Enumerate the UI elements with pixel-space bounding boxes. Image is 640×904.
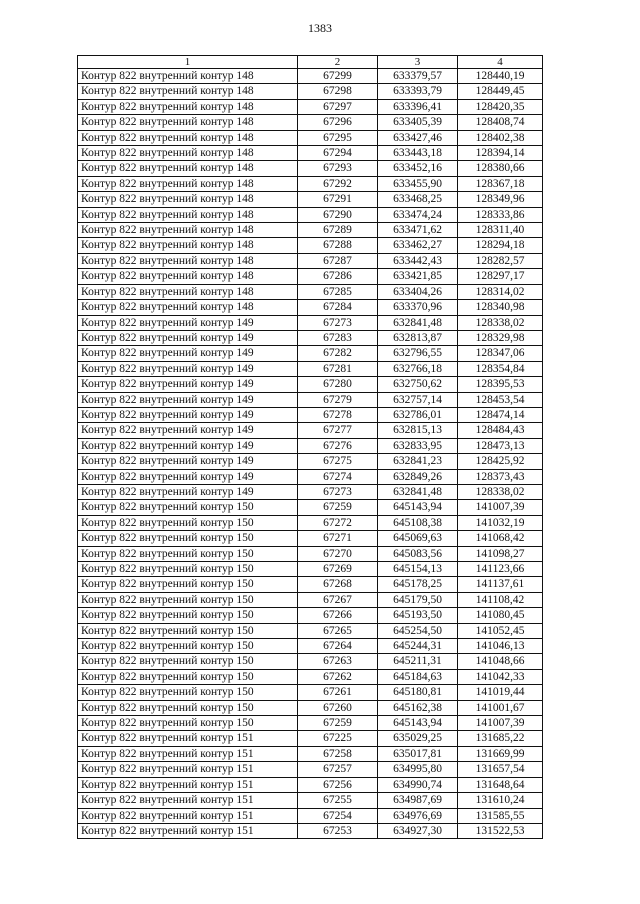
table-row xyxy=(78,407,543,422)
table-row xyxy=(78,746,543,761)
contour-name-cell: Контур 822 внутренний контур 150 xyxy=(78,623,298,638)
contour-name-cell: Контур 822 внутренний контур 150 xyxy=(78,500,298,515)
y-coordinate-cell: 128347,06 xyxy=(458,346,543,361)
x-coordinate-cell: 645162,38 xyxy=(378,700,458,715)
y-coordinate-cell: 128425,92 xyxy=(458,454,543,469)
x-coordinate-cell: 633455,90 xyxy=(378,176,458,191)
y-coordinate-cell: 141007,39 xyxy=(458,500,543,515)
x-coordinate-cell: 645193,50 xyxy=(378,608,458,623)
x-coordinate-cell: 633404,26 xyxy=(378,284,458,299)
point-number-cell: 67256 xyxy=(298,777,378,792)
point-number-cell: 67253 xyxy=(298,823,378,838)
x-coordinate-cell: 633471,62 xyxy=(378,223,458,238)
point-number-cell: 67261 xyxy=(298,685,378,700)
x-coordinate-cell: 633421,85 xyxy=(378,269,458,284)
contour-name-cell: Контур 822 внутренний контур 150 xyxy=(78,654,298,669)
x-coordinate-cell: 634927,30 xyxy=(378,823,458,838)
x-coordinate-cell: 632750,62 xyxy=(378,377,458,392)
contour-name-cell: Контур 822 внутренний контур 150 xyxy=(78,608,298,623)
point-number-cell: 67265 xyxy=(298,623,378,638)
y-coordinate-cell: 141108,42 xyxy=(458,592,543,607)
y-coordinate-cell: 131648,64 xyxy=(458,777,543,792)
column-header-3: 3 xyxy=(378,56,458,69)
x-coordinate-cell: 633468,25 xyxy=(378,192,458,207)
contour-name-cell: Контур 822 внутренний контур 150 xyxy=(78,577,298,592)
y-coordinate-cell: 141052,45 xyxy=(458,623,543,638)
table-row xyxy=(78,669,543,684)
y-coordinate-cell: 141048,66 xyxy=(458,654,543,669)
x-coordinate-cell: 645143,94 xyxy=(378,500,458,515)
x-coordinate-cell: 633462,27 xyxy=(378,238,458,253)
table-row xyxy=(78,423,543,438)
contour-name-cell: Контур 822 внутренний контур 148 xyxy=(78,176,298,191)
table-row xyxy=(78,99,543,114)
contour-name-cell: Контур 822 внутренний контур 151 xyxy=(78,731,298,746)
table-row xyxy=(78,762,543,777)
y-coordinate-cell: 141080,45 xyxy=(458,608,543,623)
table-row xyxy=(78,777,543,792)
contour-name-cell: Контур 822 внутренний контур 151 xyxy=(78,793,298,808)
x-coordinate-cell: 645108,38 xyxy=(378,515,458,530)
point-number-cell: 67270 xyxy=(298,546,378,561)
point-number-cell: 67272 xyxy=(298,515,378,530)
y-coordinate-cell: 128474,14 xyxy=(458,407,543,422)
y-coordinate-cell: 128394,14 xyxy=(458,146,543,161)
point-number-cell: 67257 xyxy=(298,762,378,777)
x-coordinate-cell: 645184,63 xyxy=(378,669,458,684)
y-coordinate-cell: 128373,43 xyxy=(458,469,543,484)
contour-name-cell: Контур 822 внутренний контур 149 xyxy=(78,454,298,469)
point-number-cell: 67259 xyxy=(298,716,378,731)
y-coordinate-cell: 128349,96 xyxy=(458,192,543,207)
y-coordinate-cell: 128338,02 xyxy=(458,315,543,330)
x-coordinate-cell: 633396,41 xyxy=(378,99,458,114)
contour-name-cell: Контур 822 внутренний контур 148 xyxy=(78,130,298,145)
table-header-row xyxy=(78,56,543,69)
table-row xyxy=(78,84,543,99)
x-coordinate-cell: 632796,55 xyxy=(378,346,458,361)
x-coordinate-cell: 633427,46 xyxy=(378,130,458,145)
contour-name-cell: Контур 822 внутренний контур 149 xyxy=(78,423,298,438)
contour-name-cell: Контур 822 внутренний контур 148 xyxy=(78,253,298,268)
point-number-cell: 67285 xyxy=(298,284,378,299)
y-coordinate-cell: 141046,13 xyxy=(458,639,543,654)
contour-name-cell: Контур 822 внутренний контур 151 xyxy=(78,808,298,823)
point-number-cell: 67271 xyxy=(298,531,378,546)
x-coordinate-cell: 645244,31 xyxy=(378,639,458,654)
table-row xyxy=(78,500,543,515)
contour-name-cell: Контур 822 внутренний контур 150 xyxy=(78,562,298,577)
x-coordinate-cell: 645143,94 xyxy=(378,716,458,731)
point-number-cell: 67266 xyxy=(298,608,378,623)
point-number-cell: 67268 xyxy=(298,577,378,592)
table-row xyxy=(78,284,543,299)
point-number-cell: 67295 xyxy=(298,130,378,145)
x-coordinate-cell: 633370,96 xyxy=(378,300,458,315)
point-number-cell: 67277 xyxy=(298,423,378,438)
x-coordinate-cell: 632757,14 xyxy=(378,392,458,407)
point-number-cell: 67259 xyxy=(298,500,378,515)
point-number-cell: 67276 xyxy=(298,438,378,453)
contour-name-cell: Контур 822 внутренний контур 149 xyxy=(78,407,298,422)
x-coordinate-cell: 632833,95 xyxy=(378,438,458,453)
point-number-cell: 67254 xyxy=(298,808,378,823)
y-coordinate-cell: 128395,53 xyxy=(458,377,543,392)
contour-name-cell: Контур 822 внутренний контур 148 xyxy=(78,115,298,130)
y-coordinate-cell: 128484,43 xyxy=(458,423,543,438)
contour-name-cell: Контур 822 внутренний контур 148 xyxy=(78,192,298,207)
y-coordinate-cell: 128402,38 xyxy=(458,130,543,145)
table-row xyxy=(78,562,543,577)
table-row xyxy=(78,392,543,407)
point-number-cell: 67279 xyxy=(298,392,378,407)
x-coordinate-cell: 633405,39 xyxy=(378,115,458,130)
y-coordinate-cell: 141032,19 xyxy=(458,515,543,530)
contour-name-cell: Контур 822 внутренний контур 149 xyxy=(78,361,298,376)
y-coordinate-cell: 131610,24 xyxy=(458,793,543,808)
contour-name-cell: Контур 822 внутренний контур 148 xyxy=(78,146,298,161)
y-coordinate-cell: 141019,44 xyxy=(458,685,543,700)
table-body xyxy=(78,69,543,839)
point-number-cell: 67225 xyxy=(298,731,378,746)
contour-name-cell: Контур 822 внутренний контур 149 xyxy=(78,484,298,499)
contour-name-cell: Контур 822 внутренний контур 150 xyxy=(78,639,298,654)
table-row xyxy=(78,654,543,669)
y-coordinate-cell: 128329,98 xyxy=(458,330,543,345)
point-number-cell: 67294 xyxy=(298,146,378,161)
table-row xyxy=(78,361,543,376)
x-coordinate-cell: 632813,87 xyxy=(378,330,458,345)
x-coordinate-cell: 632766,18 xyxy=(378,361,458,376)
y-coordinate-cell: 131657,54 xyxy=(458,762,543,777)
point-number-cell: 67263 xyxy=(298,654,378,669)
y-coordinate-cell: 128333,86 xyxy=(458,207,543,222)
contour-name-cell: Контур 822 внутренний контур 151 xyxy=(78,823,298,838)
point-number-cell: 67292 xyxy=(298,176,378,191)
y-coordinate-cell: 128297,17 xyxy=(458,269,543,284)
y-coordinate-cell: 131685,22 xyxy=(458,731,543,746)
y-coordinate-cell: 128408,74 xyxy=(458,115,543,130)
contour-name-cell: Контур 822 внутренний контур 148 xyxy=(78,238,298,253)
point-number-cell: 67298 xyxy=(298,84,378,99)
table-row xyxy=(78,146,543,161)
contour-name-cell: Контур 822 внутренний контур 148 xyxy=(78,284,298,299)
y-coordinate-cell: 128338,02 xyxy=(458,484,543,499)
contour-name-cell: Контур 822 внутренний контур 150 xyxy=(78,515,298,530)
x-coordinate-cell: 645154,13 xyxy=(378,562,458,577)
contour-name-cell: Контур 822 внутренний контур 150 xyxy=(78,669,298,684)
table-row xyxy=(78,515,543,530)
y-coordinate-cell: 128311,40 xyxy=(458,223,543,238)
contour-name-cell: Контур 822 внутренний контур 150 xyxy=(78,685,298,700)
point-number-cell: 67267 xyxy=(298,592,378,607)
table-row xyxy=(78,115,543,130)
contour-name-cell: Контур 822 внутренний контур 151 xyxy=(78,762,298,777)
y-coordinate-cell: 141007,39 xyxy=(458,716,543,731)
contour-name-cell: Контур 822 внутренний контур 150 xyxy=(78,716,298,731)
point-number-cell: 67274 xyxy=(298,469,378,484)
contour-name-cell: Контур 822 внутренний контур 148 xyxy=(78,223,298,238)
contour-name-cell: Контур 822 внутренний контур 151 xyxy=(78,746,298,761)
table-row xyxy=(78,176,543,191)
column-header-4: 4 xyxy=(458,56,543,69)
contour-name-cell: Контур 822 внутренний контур 148 xyxy=(78,99,298,114)
table-row xyxy=(78,438,543,453)
contour-name-cell: Контур 822 внутренний контур 150 xyxy=(78,592,298,607)
y-coordinate-cell: 128380,66 xyxy=(458,161,543,176)
table-row xyxy=(78,69,543,84)
table-row xyxy=(78,269,543,284)
point-number-cell: 67286 xyxy=(298,269,378,284)
y-coordinate-cell: 128340,98 xyxy=(458,300,543,315)
y-coordinate-cell: 141068,42 xyxy=(458,531,543,546)
y-coordinate-cell: 128449,45 xyxy=(458,84,543,99)
table-row xyxy=(78,469,543,484)
table-row xyxy=(78,315,543,330)
y-coordinate-cell: 128367,18 xyxy=(458,176,543,191)
table-row xyxy=(78,608,543,623)
contour-name-cell: Контур 822 внутренний контур 149 xyxy=(78,315,298,330)
x-coordinate-cell: 632841,48 xyxy=(378,315,458,330)
contour-name-cell: Контур 822 внутренний контур 148 xyxy=(78,69,298,84)
y-coordinate-cell: 128314,02 xyxy=(458,284,543,299)
point-number-cell: 67262 xyxy=(298,669,378,684)
y-coordinate-cell: 131669,99 xyxy=(458,746,543,761)
x-coordinate-cell: 632849,26 xyxy=(378,469,458,484)
point-number-cell: 67281 xyxy=(298,361,378,376)
contour-name-cell: Контур 822 внутренний контур 150 xyxy=(78,531,298,546)
contour-name-cell: Контур 822 внутренний контур 148 xyxy=(78,300,298,315)
x-coordinate-cell: 635029,25 xyxy=(378,731,458,746)
page-number: 1383 xyxy=(308,21,332,35)
point-number-cell: 67273 xyxy=(298,315,378,330)
table-row xyxy=(78,192,543,207)
point-number-cell: 67289 xyxy=(298,223,378,238)
point-number-cell: 67293 xyxy=(298,161,378,176)
table-row xyxy=(78,223,543,238)
contour-name-cell: Контур 822 внутренний контур 148 xyxy=(78,269,298,284)
x-coordinate-cell: 634987,69 xyxy=(378,793,458,808)
point-number-cell: 67255 xyxy=(298,793,378,808)
contour-name-cell: Контур 822 внутренний контур 148 xyxy=(78,161,298,176)
table-row xyxy=(78,484,543,499)
y-coordinate-cell: 128473,13 xyxy=(458,438,543,453)
point-number-cell: 67282 xyxy=(298,346,378,361)
point-number-cell: 67258 xyxy=(298,746,378,761)
x-coordinate-cell: 633474,24 xyxy=(378,207,458,222)
point-number-cell: 67275 xyxy=(298,454,378,469)
x-coordinate-cell: 634990,74 xyxy=(378,777,458,792)
y-coordinate-cell: 128420,35 xyxy=(458,99,543,114)
point-number-cell: 67280 xyxy=(298,377,378,392)
point-number-cell: 67291 xyxy=(298,192,378,207)
x-coordinate-cell: 633442,43 xyxy=(378,253,458,268)
table-row xyxy=(78,716,543,731)
point-number-cell: 67278 xyxy=(298,407,378,422)
contour-name-cell: Контур 822 внутренний контур 151 xyxy=(78,777,298,792)
table-row xyxy=(78,639,543,654)
contour-name-cell: Контур 822 внутренний контур 149 xyxy=(78,469,298,484)
table-row xyxy=(78,300,543,315)
x-coordinate-cell: 633452,16 xyxy=(378,161,458,176)
x-coordinate-cell: 645069,63 xyxy=(378,531,458,546)
y-coordinate-cell: 141042,33 xyxy=(458,669,543,684)
contour-name-cell: Контур 822 внутренний контур 150 xyxy=(78,546,298,561)
table-row xyxy=(78,700,543,715)
x-coordinate-cell: 645211,31 xyxy=(378,654,458,669)
column-header-2: 2 xyxy=(298,56,378,69)
y-coordinate-cell: 131522,53 xyxy=(458,823,543,838)
y-coordinate-cell: 131585,55 xyxy=(458,808,543,823)
contour-name-cell: Контур 822 внутренний контур 150 xyxy=(78,700,298,715)
contour-name-cell: Контур 822 внутренний контур 149 xyxy=(78,438,298,453)
table-row xyxy=(78,377,543,392)
table-row xyxy=(78,253,543,268)
point-number-cell: 67284 xyxy=(298,300,378,315)
y-coordinate-cell: 128440,19 xyxy=(458,69,543,84)
contour-name-cell: Контур 822 внутренний контур 149 xyxy=(78,392,298,407)
contour-name-cell: Контур 822 внутренний контур 148 xyxy=(78,207,298,222)
column-header-1: 1 xyxy=(78,56,298,69)
x-coordinate-cell: 645254,50 xyxy=(378,623,458,638)
x-coordinate-cell: 633393,79 xyxy=(378,84,458,99)
point-number-cell: 67296 xyxy=(298,115,378,130)
x-coordinate-cell: 632841,23 xyxy=(378,454,458,469)
table-row xyxy=(78,823,543,838)
table-row xyxy=(78,454,543,469)
table-row xyxy=(78,685,543,700)
point-number-cell: 67273 xyxy=(298,484,378,499)
y-coordinate-cell: 128282,57 xyxy=(458,253,543,268)
table-row xyxy=(78,330,543,345)
point-number-cell: 67264 xyxy=(298,639,378,654)
table-row xyxy=(78,793,543,808)
table-row xyxy=(78,577,543,592)
y-coordinate-cell: 141123,66 xyxy=(458,562,543,577)
table-row xyxy=(78,161,543,176)
x-coordinate-cell: 645179,50 xyxy=(378,592,458,607)
table-row xyxy=(78,623,543,638)
x-coordinate-cell: 632815,13 xyxy=(378,423,458,438)
table-row xyxy=(78,346,543,361)
point-number-cell: 67269 xyxy=(298,562,378,577)
y-coordinate-cell: 128354,84 xyxy=(458,361,543,376)
table-row xyxy=(78,531,543,546)
point-number-cell: 67288 xyxy=(298,238,378,253)
x-coordinate-cell: 632786,01 xyxy=(378,407,458,422)
contour-name-cell: Контур 822 внутренний контур 149 xyxy=(78,377,298,392)
point-number-cell: 67287 xyxy=(298,253,378,268)
x-coordinate-cell: 633443,18 xyxy=(378,146,458,161)
x-coordinate-cell: 633379,57 xyxy=(378,69,458,84)
y-coordinate-cell: 128294,18 xyxy=(458,238,543,253)
x-coordinate-cell: 634995,80 xyxy=(378,762,458,777)
contour-name-cell: Контур 822 внутренний контур 149 xyxy=(78,330,298,345)
point-number-cell: 67283 xyxy=(298,330,378,345)
point-number-cell: 67290 xyxy=(298,207,378,222)
x-coordinate-cell: 635017,81 xyxy=(378,746,458,761)
y-coordinate-cell: 141137,61 xyxy=(458,577,543,592)
point-number-cell: 67299 xyxy=(298,69,378,84)
y-coordinate-cell: 128453,54 xyxy=(458,392,543,407)
x-coordinate-cell: 645083,56 xyxy=(378,546,458,561)
point-number-cell: 67297 xyxy=(298,99,378,114)
table-row xyxy=(78,808,543,823)
coordinates-table xyxy=(77,55,543,839)
x-coordinate-cell: 634976,69 xyxy=(378,808,458,823)
point-number-cell: 67260 xyxy=(298,700,378,715)
x-coordinate-cell: 645180,81 xyxy=(378,685,458,700)
table-row xyxy=(78,731,543,746)
table-row xyxy=(78,207,543,222)
table-row xyxy=(78,238,543,253)
y-coordinate-cell: 141001,67 xyxy=(458,700,543,715)
table-row xyxy=(78,592,543,607)
x-coordinate-cell: 632841,48 xyxy=(378,484,458,499)
y-coordinate-cell: 141098,27 xyxy=(458,546,543,561)
contour-name-cell: Контур 822 внутренний контур 148 xyxy=(78,84,298,99)
table-row xyxy=(78,130,543,145)
x-coordinate-cell: 645178,25 xyxy=(378,577,458,592)
table-row xyxy=(78,546,543,561)
contour-name-cell: Контур 822 внутренний контур 149 xyxy=(78,346,298,361)
